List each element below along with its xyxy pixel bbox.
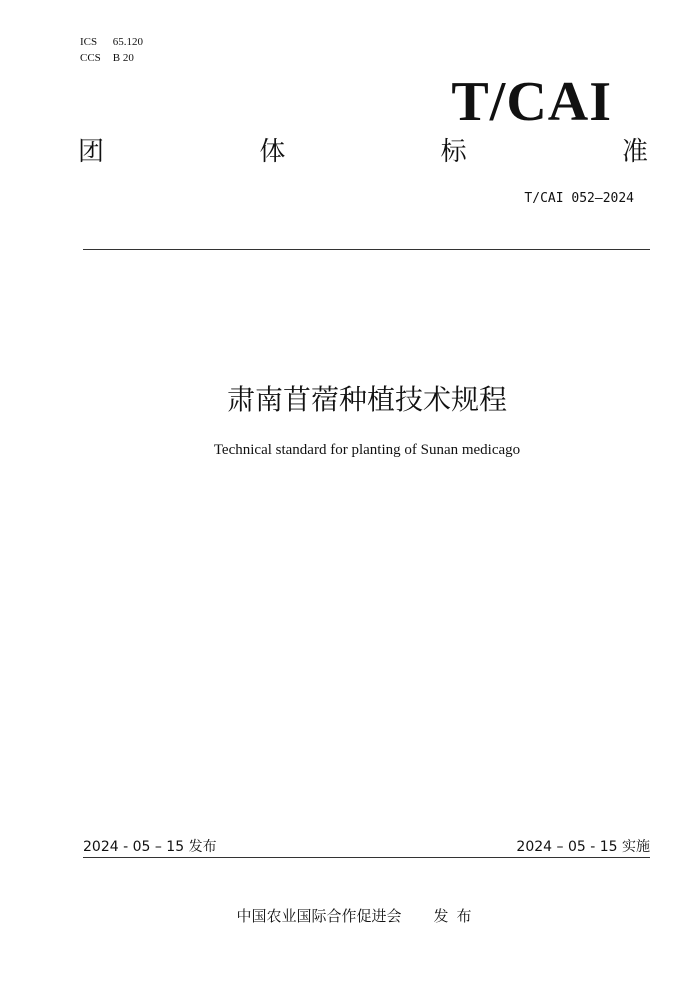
ccs-label: CCS <box>80 52 101 64</box>
ics-label: ICS <box>80 36 98 48</box>
implementation-date: 2024 – 05 - 15 <box>516 839 618 855</box>
standard-type-char: 标 <box>440 137 467 167</box>
release-date: 2024 - 05 – 15 <box>83 839 185 855</box>
footer-divider <box>83 857 650 858</box>
header-divider <box>83 249 650 250</box>
standard-number: T/CAI 052—2024 <box>524 191 634 206</box>
date-row <box>83 836 650 856</box>
ics-code <box>80 34 143 50</box>
release-date-block <box>83 836 217 856</box>
ics-value: 65.120 <box>112 36 143 48</box>
document-title-english: Technical standard for planting of Sunan medicago <box>213 442 521 458</box>
implementation-date-block <box>516 836 650 856</box>
ccs-code <box>80 50 143 66</box>
classification-codes <box>80 34 143 66</box>
release-label: 发布 <box>188 839 217 855</box>
publisher-line <box>0 905 700 926</box>
publisher-name: 中国农业国际合作促进会 <box>236 907 402 925</box>
implementation-label: 实施 <box>622 839 650 855</box>
standard-type-char: 体 <box>259 137 286 167</box>
standard-type-char: 团 <box>78 137 105 167</box>
organization-logo: T/CAI <box>451 71 612 133</box>
standard-type-char: 准 <box>621 137 648 167</box>
standard-type-heading <box>78 134 648 170</box>
ccs-value: B 20 <box>112 52 134 64</box>
publisher-action: 发布 <box>433 907 480 925</box>
document-title-chinese: 肃南苜蓿种植技术规程 <box>226 383 507 416</box>
